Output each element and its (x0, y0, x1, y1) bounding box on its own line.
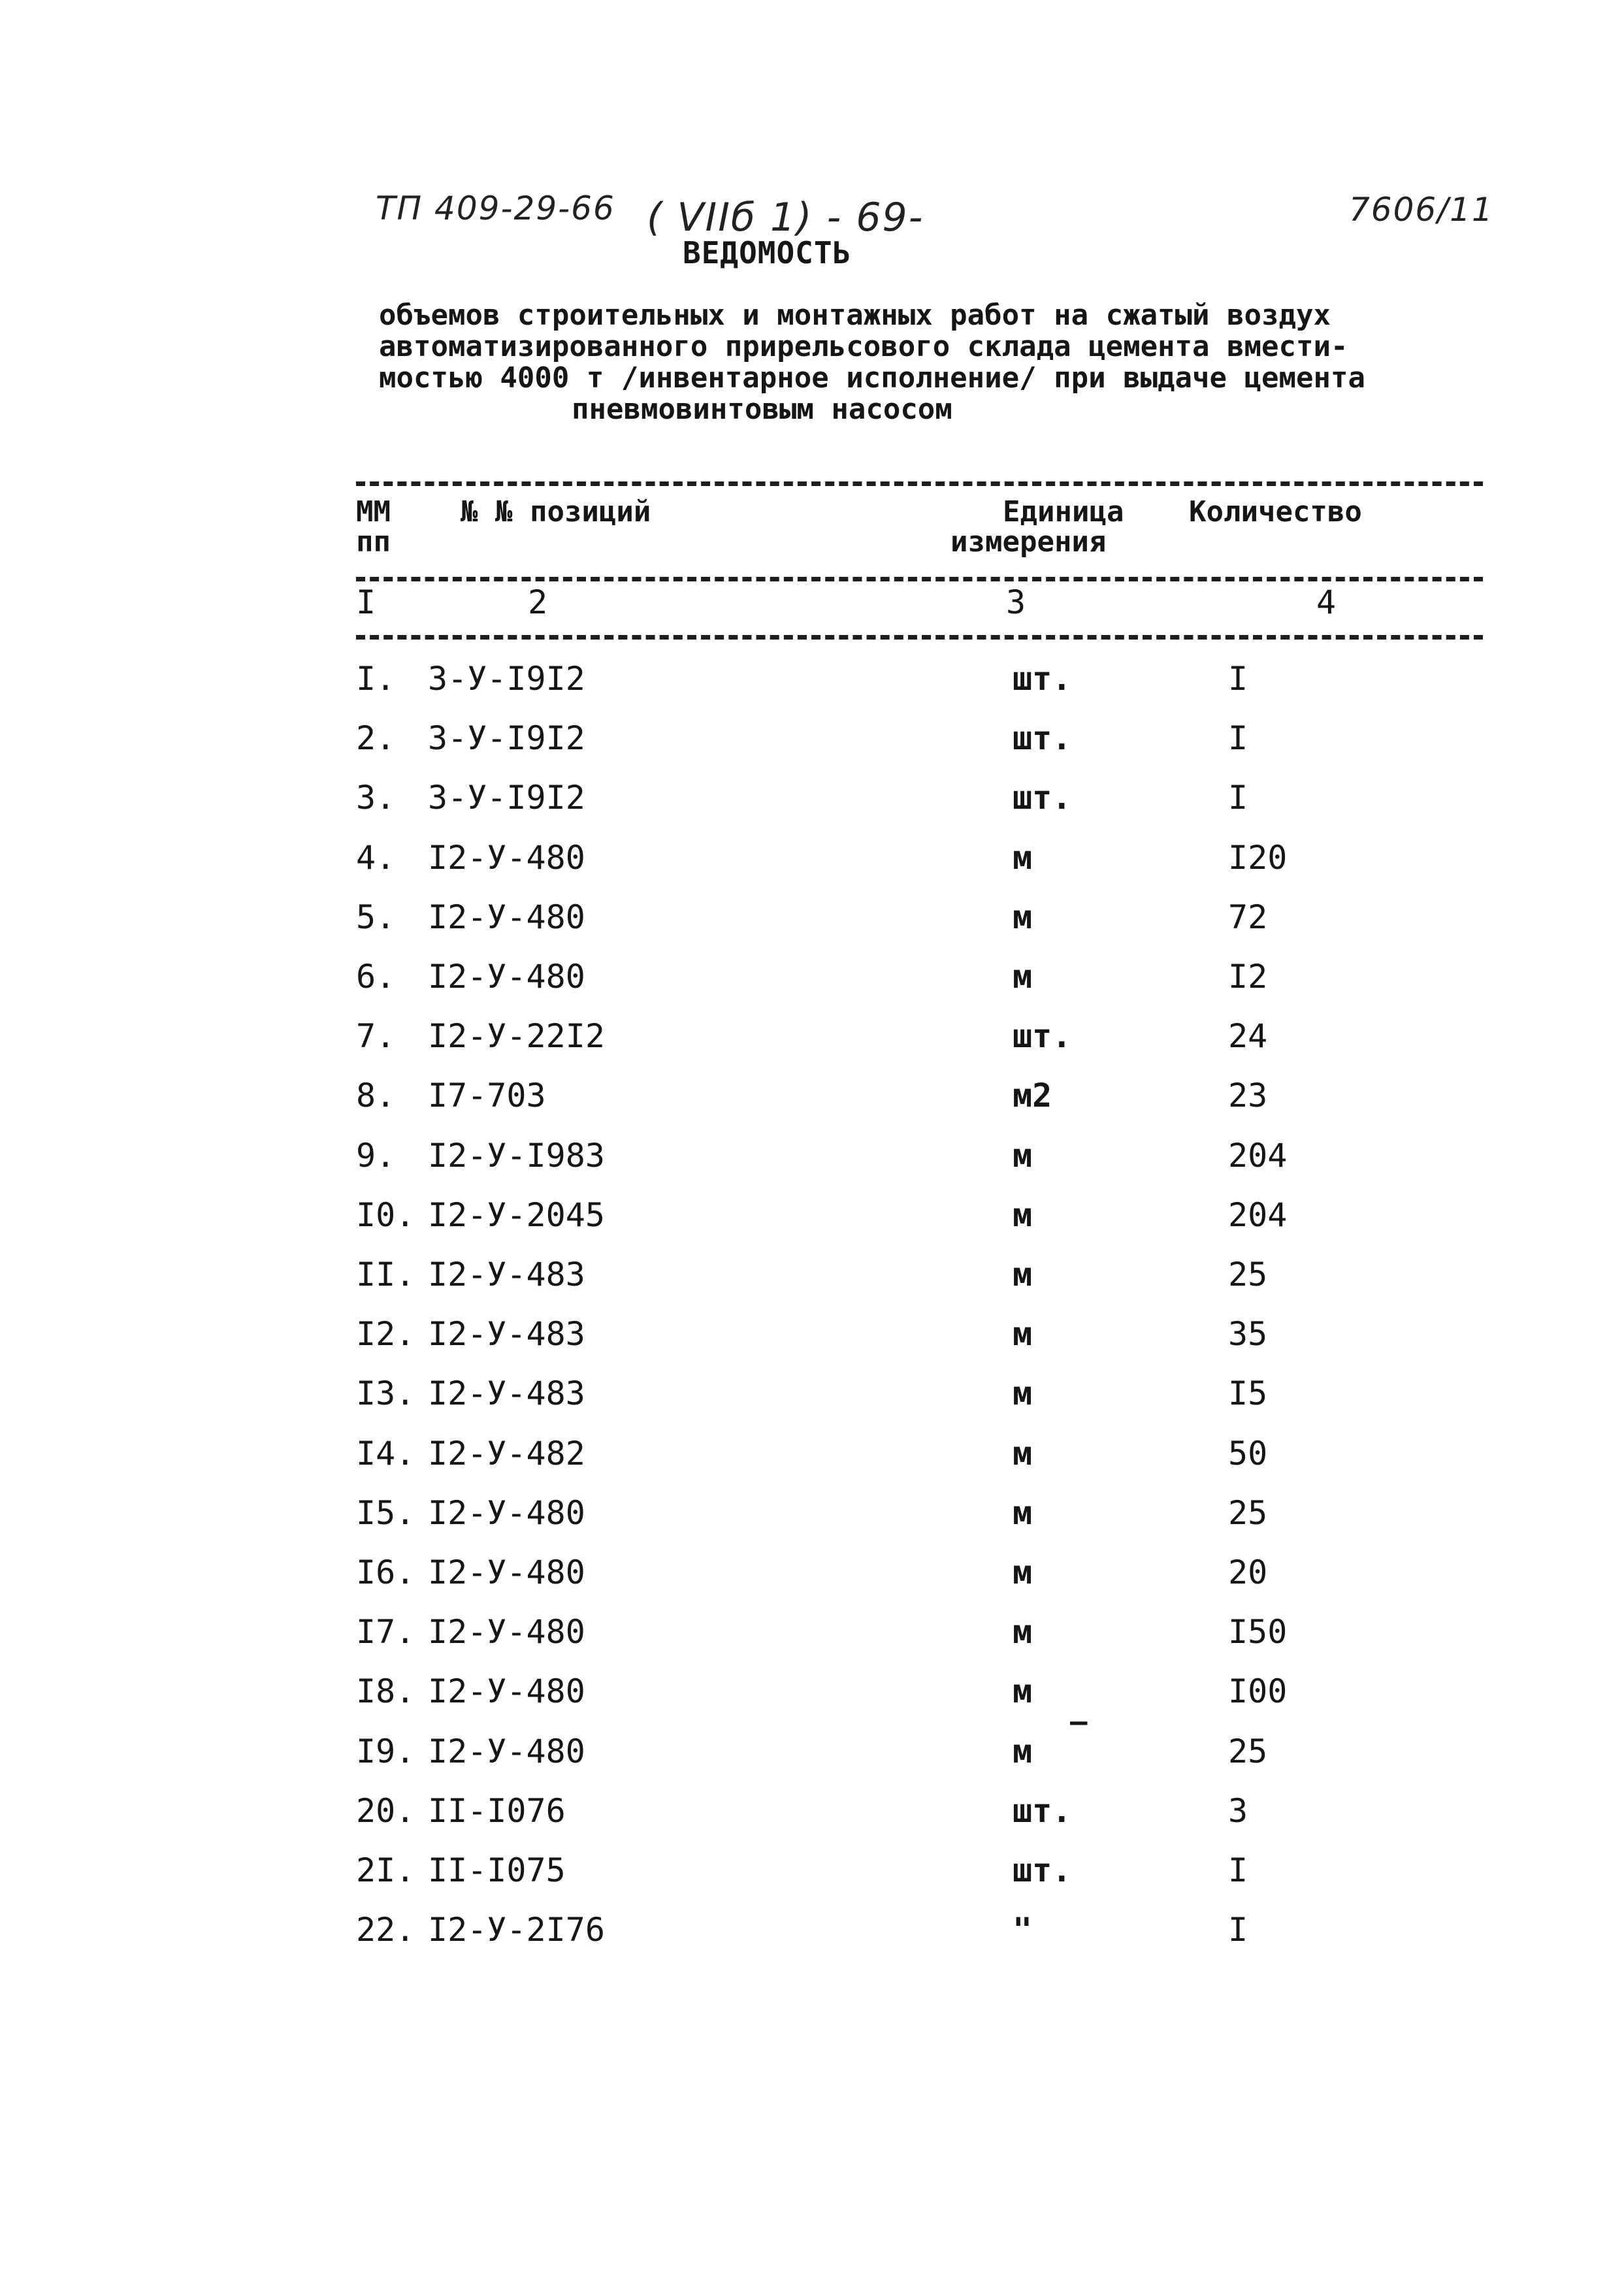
column-number-4: 4 (1316, 583, 1337, 621)
row-unit: шт. (1013, 719, 1072, 757)
table-row (0, 839, 1624, 891)
table-row (0, 1613, 1624, 1665)
row-quantity: I (1228, 1911, 1248, 1949)
row-quantity: 20 (1228, 1553, 1268, 1591)
row-position: I2-У-2I76 (428, 1911, 605, 1949)
row-unit: м (1013, 1732, 1033, 1770)
row-unit: м (1013, 898, 1033, 936)
row-position: 3-У-I9I2 (428, 779, 585, 817)
document-title: ВЕДОМОСТЬ (683, 235, 852, 270)
column-number-3: 3 (1006, 583, 1026, 621)
row-number: 6. (356, 958, 396, 996)
table-row (0, 1196, 1624, 1248)
row-quantity: I50 (1228, 1613, 1288, 1651)
table-row (0, 1374, 1624, 1427)
row-position: I2-У-I983 (428, 1137, 605, 1175)
row-quantity: 35 (1228, 1315, 1268, 1353)
row-quantity: I00 (1228, 1672, 1288, 1710)
row-number: I2. (356, 1315, 415, 1353)
table-row (0, 898, 1624, 951)
header-num-line1: ММ (356, 495, 391, 529)
row-quantity: 204 (1228, 1137, 1288, 1175)
table-row (0, 1553, 1624, 1606)
table-row (0, 1672, 1624, 1725)
row-quantity: I5 (1228, 1374, 1268, 1412)
header-position: № № позиций (461, 495, 651, 529)
row-number: 2I. (356, 1851, 415, 1889)
row-number: 3. (356, 779, 396, 817)
row-unit: м2 (1013, 1077, 1052, 1114)
row-quantity: 25 (1228, 1494, 1268, 1532)
table-top-rule (356, 481, 1483, 486)
row-position: 3-У-I9I2 (428, 719, 585, 757)
row-unit: шт. (1013, 1792, 1072, 1830)
row-position: I7-703 (428, 1077, 546, 1114)
row-number: I. (356, 660, 396, 698)
row-number: I3. (356, 1374, 415, 1412)
document-code: ТП 409-29-66 (376, 189, 615, 227)
row-position: 3-У-I9I2 (428, 660, 585, 698)
page-number: ( VIIб 1) - 69- (647, 195, 924, 240)
header-num-line2: пп (356, 525, 391, 559)
row-quantity: 3 (1228, 1792, 1248, 1830)
row-quantity: 50 (1228, 1435, 1268, 1472)
row-unit: м (1013, 839, 1033, 877)
row-quantity: I (1228, 719, 1248, 757)
row-quantity: 204 (1228, 1196, 1288, 1234)
table-row (0, 1137, 1624, 1189)
row-unit: м (1013, 1553, 1033, 1591)
row-unit: шт. (1013, 1017, 1072, 1055)
row-position: II-I076 (428, 1792, 566, 1830)
row-unit: м (1013, 1137, 1033, 1175)
row-quantity: 25 (1228, 1256, 1268, 1293)
description-line-4: пневмовинтовым насосом (572, 393, 952, 426)
row-number: 2. (356, 719, 396, 757)
row-quantity: 25 (1228, 1732, 1268, 1770)
row-number: I6. (356, 1553, 415, 1591)
row-number: 9. (356, 1137, 396, 1175)
row-unit: м (1013, 1256, 1033, 1293)
row-number: I0. (356, 1196, 415, 1234)
row-number: I9. (356, 1732, 415, 1770)
row-position: I2-У-2045 (428, 1196, 605, 1234)
row-position: I2-У-480 (428, 898, 585, 936)
row-position: I2-У-483 (428, 1374, 585, 1412)
column-number-1: I (356, 583, 376, 621)
row-number: 22. (356, 1911, 415, 1949)
table-row (0, 660, 1624, 712)
row-position: I2-У-480 (428, 839, 585, 877)
row-unit: м (1013, 1672, 1033, 1710)
table-row (0, 1494, 1624, 1546)
row-position: I2-У-480 (428, 1553, 585, 1591)
row-position: I2-У-483 (428, 1256, 585, 1293)
row-position: I2-У-480 (428, 1672, 585, 1710)
row-number: I4. (356, 1435, 415, 1472)
header-rule (356, 577, 1483, 581)
description-line-3: мостью 4000 т /инвентарное исполнение/ при выдаче цемента (379, 361, 1365, 395)
row-unit: м (1013, 1374, 1033, 1412)
row-quantity: 24 (1228, 1017, 1268, 1055)
row-number: 4. (356, 839, 396, 877)
row-unit: м (1013, 1196, 1033, 1234)
row-unit: шт. (1013, 1851, 1072, 1889)
row-quantity: I (1228, 779, 1248, 817)
row-position: I2-У-483 (428, 1315, 585, 1353)
row-unit: м (1013, 958, 1033, 996)
table-row (0, 1315, 1624, 1367)
table-row (0, 779, 1624, 831)
row-position: II-I075 (428, 1851, 566, 1889)
row-quantity: I20 (1228, 839, 1288, 877)
row-number: I5. (356, 1494, 415, 1532)
description-line-2: автоматизированного прирельсового склада цемента вмести- (379, 330, 1348, 363)
row-position: I2-У-480 (428, 958, 585, 996)
table-row (0, 1911, 1624, 1963)
row-18-mark: – (1070, 1705, 1088, 1738)
row-position: I2-У-482 (428, 1435, 585, 1472)
row-quantity: I (1228, 1851, 1248, 1889)
row-quantity: I2 (1228, 958, 1268, 996)
row-quantity: 72 (1228, 898, 1268, 936)
row-number: I8. (356, 1672, 415, 1710)
header-unit-line2: измерения (950, 525, 1107, 559)
row-number: I7. (356, 1613, 415, 1651)
table-row (0, 1851, 1624, 1904)
row-number: 5. (356, 898, 396, 936)
table-row (0, 1792, 1624, 1844)
header-quantity: Количество (1189, 495, 1362, 529)
row-quantity: I (1228, 660, 1248, 698)
table-row (0, 1435, 1624, 1487)
column-number-rule (356, 635, 1483, 640)
row-unit: м (1013, 1494, 1033, 1532)
row-unit: шт. (1013, 660, 1072, 698)
row-unit: м (1013, 1435, 1033, 1472)
description-line-1: объемов строительных и монтажных работ на сжатый воздух (379, 299, 1331, 332)
table-row (0, 1017, 1624, 1069)
table-row (0, 1077, 1624, 1129)
table-row (0, 1256, 1624, 1308)
table-row (0, 719, 1624, 772)
row-unit: м (1013, 1315, 1033, 1353)
sheet-number: 7606/11 (1349, 191, 1494, 229)
row-position: I2-У-480 (428, 1494, 585, 1532)
table-row (0, 1732, 1624, 1785)
row-number: II. (356, 1256, 415, 1293)
row-unit: шт. (1013, 779, 1072, 817)
row-position: I2-У-480 (428, 1732, 585, 1770)
row-position: I2-У-22I2 (428, 1017, 605, 1055)
row-number: 8. (356, 1077, 396, 1114)
header-unit-line1: Единица (1003, 495, 1124, 529)
row-unit: м (1013, 1613, 1033, 1651)
row-number: 20. (356, 1792, 415, 1830)
row-quantity: 23 (1228, 1077, 1268, 1114)
row-unit: " (1013, 1911, 1033, 1949)
column-number-2: 2 (528, 583, 548, 621)
table-row (0, 958, 1624, 1010)
row-position: I2-У-480 (428, 1613, 585, 1651)
row-number: 7. (356, 1017, 396, 1055)
